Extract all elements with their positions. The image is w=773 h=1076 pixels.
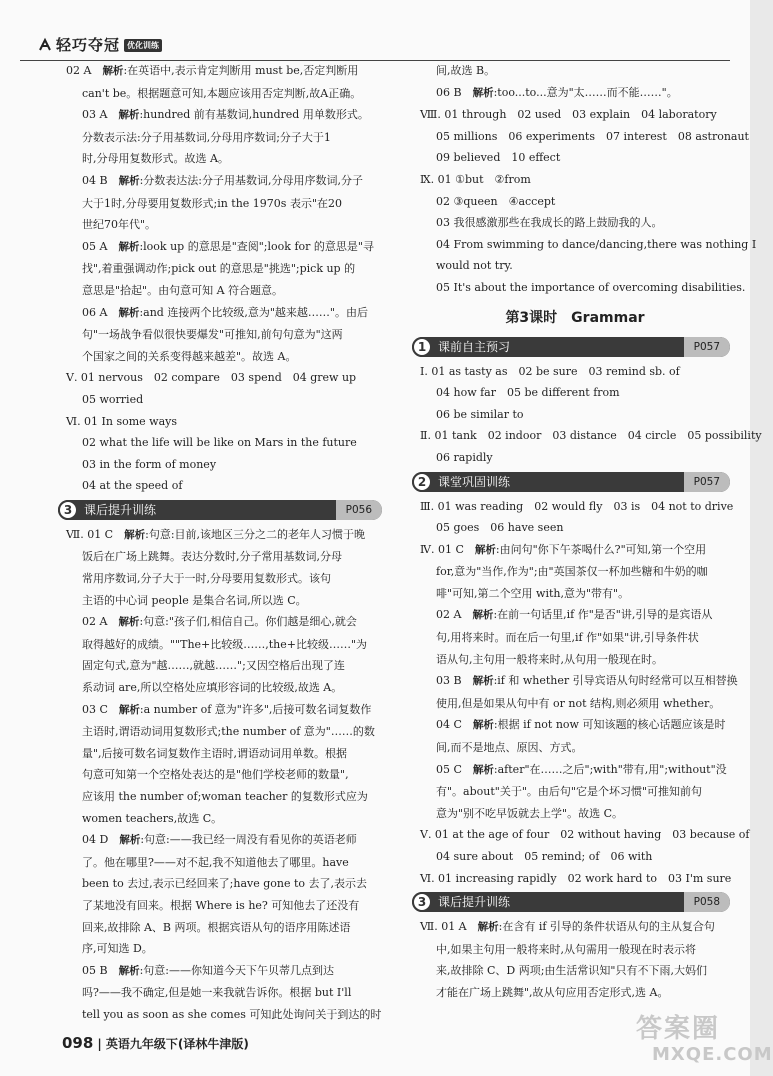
answer-line: been to 去过,表示已经回来了;have gone to 去了,表示去 bbox=[82, 877, 368, 891]
answer-line: 系动词 are,所以空格处应填形容词的比较级,故选 A。 bbox=[82, 681, 343, 695]
answer-line: 05 goes 06 have seen bbox=[436, 521, 564, 535]
watermark bbox=[632, 1008, 773, 1072]
section-number-badge: 3 bbox=[58, 500, 78, 520]
answer-line: 间,而不是地点、原因、方式。 bbox=[436, 741, 583, 755]
answer-line: 02 A 解析:句意:"孩子们,相信自己。你们越是细心,就会 bbox=[82, 615, 357, 629]
answer-line: 回来,故排除 A、B 两项。根据宾语从句的语序用陈述语 bbox=[82, 920, 351, 934]
answer-line: 05 B 解析:句意:——你知道今天下午贝蒂几点到达 bbox=[82, 963, 334, 977]
analysis-keyword: 解析 bbox=[118, 109, 140, 122]
section-number-badge: 1 bbox=[412, 337, 432, 357]
answer-line: would not try. bbox=[436, 259, 513, 273]
brand-subtitle: 优化训练 bbox=[124, 39, 162, 52]
section-page-code: P057 bbox=[684, 337, 730, 357]
section-title: 课后提升训练 bbox=[438, 895, 511, 910]
brand-logo bbox=[38, 34, 162, 55]
answer-line: 间,故选 B。 bbox=[436, 64, 496, 77]
answer-line: for,意为"当作,作为";由"英国茶仅一杯加些糖和牛奶的咖 bbox=[436, 565, 708, 579]
answer-line: 04 D 解析:句意:——我已经一周没有看见你的英语老师 bbox=[82, 833, 357, 847]
answer-line: 找",着重强调动作;pick out 的意思是"挑选";pick up 的 bbox=[82, 262, 356, 276]
right-column bbox=[417, 60, 762, 1004]
analysis-keyword: 解析 bbox=[472, 763, 494, 776]
answer-line: 03 我很感激那些在我成长的路上鼓励我的人。 bbox=[436, 216, 663, 230]
analysis-keyword: 解析 bbox=[118, 174, 140, 187]
answer-line: 意为"别不吃早饭就去上学"。故选 C。 bbox=[436, 806, 624, 820]
section-page-code: P057 bbox=[684, 472, 730, 492]
answer-line: 04 sure about 05 remind; of 06 with bbox=[436, 850, 653, 863]
analysis-keyword: 解析 bbox=[474, 543, 496, 556]
analysis-keyword: 解析 bbox=[472, 675, 494, 688]
answer-line: 固定句式,意为"越……,就越……";又因空格后出现了连 bbox=[82, 659, 345, 673]
analysis-keyword: 解析 bbox=[124, 528, 146, 541]
answer-line: 05 It's about the importance of overcoming disabilities. bbox=[436, 280, 746, 294]
answer-line: 04 From swimming to dance/dancing,there was nothing I bbox=[436, 237, 757, 251]
section-title: 课后提升训练 bbox=[84, 502, 157, 517]
analysis-keyword: 解析 bbox=[472, 609, 494, 622]
section-page-code: P058 bbox=[684, 892, 730, 912]
answer-line: Ⅶ. 01 C 解析:句意:目前,该地区三分之二的老年人习惯于晚 bbox=[66, 527, 366, 541]
section-page-code: P056 bbox=[336, 500, 382, 520]
section-header bbox=[412, 472, 730, 492]
answer-line: 主语的中心词 people 是集合名词,所以选 C。 bbox=[82, 593, 307, 607]
answer-line: 应该用 the number of;woman teacher 的复数形式应为 bbox=[82, 790, 368, 803]
answer-line: 世纪70年代"。 bbox=[82, 218, 157, 232]
answer-line: 句意可知第一个空格处表达的是"他们学校老师的数量", bbox=[82, 768, 349, 782]
watermark-line-1: 答案圈 bbox=[636, 1014, 721, 1044]
analysis-keyword: 解析 bbox=[118, 616, 140, 629]
page-footer: 098 | 英语九年级下(译林牛津版) bbox=[62, 1034, 249, 1052]
answer-line: 中,如果主句用一般将来时,从句需用一般现在时表示将 bbox=[436, 942, 696, 956]
answer-line: 02 ③queen ④accept bbox=[436, 194, 556, 208]
answer-line: 05 millions 06 experiments 07 interest 08 astronaut bbox=[436, 129, 749, 143]
answer-line: 才能在广场上跳舞",故从句应用否定形式,选 A。 bbox=[436, 985, 669, 999]
answer-line: 06 A 解析:and 连接两个比较级,意为"越来越……"。由后 bbox=[82, 305, 368, 319]
answer-line: Ⅳ. 01 C 解析:由问句"你下午茶喝什么?"可知,第一个空用 bbox=[420, 542, 707, 556]
answer-line: 语从句,主句用一般将来时,从句用一般现在时。 bbox=[436, 652, 663, 666]
brand-title: 轻巧夺冠 bbox=[56, 36, 121, 54]
answer-line: women teachers,故选 C。 bbox=[82, 811, 223, 825]
section-header bbox=[58, 500, 382, 520]
analysis-keyword: 解析 bbox=[118, 703, 140, 716]
answer-line: 05 C 解析:after"在……之后";with"带有,用";without"没 bbox=[436, 762, 727, 776]
answer-line: 吗?——我不确定,但是她一来我就告诉你。根据 but I'll bbox=[82, 986, 352, 1000]
answer-line: 09 believed 10 effect bbox=[436, 151, 561, 165]
section-number-badge: 3 bbox=[412, 892, 432, 912]
page-number: 098 bbox=[62, 1034, 94, 1052]
answer-line: 饭后在广场上跳舞。表达分数时,分子常用基数词,分母 bbox=[82, 550, 342, 564]
answer-line: 量",后接可数名词复数作主语时,谓语动词用单数。根据 bbox=[82, 746, 348, 760]
analysis-keyword: 解析 bbox=[118, 964, 140, 977]
left-column bbox=[63, 60, 382, 1026]
analysis-keyword: 解析 bbox=[477, 921, 499, 934]
answer-line: 有"。about"关于"。由后句"它是个坏习惯"可推知前句 bbox=[436, 785, 703, 799]
answer-line: Ⅷ. 01 through 02 used 03 explain 04 laboratory bbox=[420, 108, 717, 122]
book-title: 英语九年级下(译林牛津版) bbox=[105, 1037, 249, 1051]
answer-line: 句,用将来时。而在后一句里,if 作"如果"讲,引导条件状 bbox=[436, 631, 699, 645]
analysis-keyword: 解析 bbox=[119, 834, 141, 847]
answer-line: 02 A 解析:在前一句话里,if 作"是否"讲,引导的是宾语从 bbox=[436, 608, 713, 622]
answer-line: 05 A 解析:look up 的意思是"查阅";look for 的意思是"寻 bbox=[82, 239, 374, 253]
watermark-line-2: MXQE.COM bbox=[652, 1044, 773, 1065]
answer-line: 02 what the life will be like on Mars in the future bbox=[82, 436, 357, 450]
answer-line: Ⅴ. 01 nervous 02 compare 03 spend 04 grew up bbox=[66, 371, 357, 385]
section-number-badge: 2 bbox=[412, 472, 432, 492]
lesson-title: 第3课时 Grammar bbox=[505, 309, 645, 326]
answer-line: 分数表示法:分子用基数词,分母用序数词;分子大于1 bbox=[82, 130, 331, 144]
answer-line: 06 be similar to bbox=[436, 407, 524, 421]
answer-line: 主语时,谓语动词用复数形式;the number of 意为"……的数 bbox=[82, 725, 375, 739]
answer-line: 04 B 解析:分数表达法:分子用基数词,分母用序数词,分子 bbox=[82, 173, 363, 187]
brand-icon bbox=[38, 38, 52, 52]
answer-line: 句"一场战争看似很快要爆发"可推知,前句句意为"这两 bbox=[82, 328, 343, 342]
answer-line: 常用序数词,分子大于一时,分母要用复数形式。该句 bbox=[82, 572, 331, 586]
answer-line: 06 B 解析:too...to...意为"太……而不能……"。 bbox=[436, 85, 678, 99]
answer-line: 大于1时,分母要用复数形式;in the 1970s 表示"在20 bbox=[82, 196, 343, 210]
answer-line: 来,故排除 C、D 两项;由生活常识知"只有不下雨,大妈们 bbox=[436, 964, 707, 978]
answer-line: Ⅱ. 01 tank 02 indoor 03 distance 04 circle 05 possibility bbox=[420, 429, 762, 443]
answer-line: can't be。根据题意可知,本题应该用否定判断,故A正确。 bbox=[82, 86, 362, 100]
analysis-keyword: 解析 bbox=[118, 306, 140, 319]
analysis-keyword: 解析 bbox=[472, 719, 494, 732]
answer-line: 使用,但是如果从句中有 or not 结构,则必须用 whether。 bbox=[436, 696, 721, 710]
answer-line: 03 in the form of money bbox=[82, 457, 217, 471]
section-title: 课前自主预习 bbox=[438, 339, 511, 354]
section-title: 课堂巩固训练 bbox=[438, 474, 511, 489]
answer-line: Ⅰ. 01 as tasty as 02 be sure 03 remind sb. of bbox=[420, 364, 680, 378]
analysis-keyword: 解析 bbox=[102, 65, 124, 77]
analysis-keyword: 解析 bbox=[118, 240, 140, 253]
answer-line: 06 rapidly bbox=[436, 450, 493, 464]
answer-line: 03 C 解析:a number of 意为"许多",后接可数名词复数作 bbox=[82, 702, 372, 716]
answer-line: Ⅲ. 01 was reading 02 would fly 03 is 04 not to drive bbox=[420, 499, 734, 513]
answer-line: 03 A 解析:hundred 前有基数词,hundred 用单数形式。 bbox=[82, 108, 369, 122]
answer-line: 04 C 解析:根据 if not now 可知该题的核心话题应该是时 bbox=[436, 718, 726, 732]
section-header bbox=[412, 892, 730, 912]
answer-line: 了。他在哪里?——对不起,我不知道他去了哪里。have bbox=[82, 855, 349, 869]
answer-line: 02 A 解析:在英语中,表示肯定判断用 must be,否定判断用 bbox=[66, 64, 359, 77]
answer-line: tell you as soon as she comes 可知此处询问关于到达的时 bbox=[82, 1007, 382, 1021]
answer-line: Ⅵ. 01 increasing rapidly 02 work hard to 03 I'm sure bbox=[420, 871, 732, 885]
answer-line: 序,可知选 D。 bbox=[82, 942, 153, 956]
answer-line: Ⅸ. 01 ①but ②from bbox=[420, 172, 531, 186]
answer-line: 04 how far 05 be different from bbox=[436, 386, 620, 400]
answer-line: 05 worried bbox=[82, 392, 144, 406]
answer-line: 啡"可知,第二个空用 with,意为"带有"。 bbox=[436, 586, 630, 600]
answer-line: 取得越好的成绩。""The+比较级……,the+比较级……"为 bbox=[82, 637, 368, 651]
analysis-keyword: 解析 bbox=[472, 86, 494, 99]
answer-line: 04 at the speed of bbox=[82, 479, 183, 493]
answer-line: 了某地没有回来。根据 Where is he? 可知他去了还没有 bbox=[82, 898, 360, 912]
answer-line: 个国家之间的关系变得越来越差"。故选 A。 bbox=[82, 349, 297, 363]
answer-line: 意思是"拾起"。由句意可知 A 符合题意。 bbox=[82, 283, 284, 297]
section-header bbox=[412, 337, 730, 357]
answer-line: Ⅴ. 01 at the age of four 02 without having 03 because of bbox=[420, 828, 750, 842]
answer-line: 时,分母用复数形式。故选 A。 bbox=[82, 152, 229, 166]
answer-line: Ⅵ. 01 In some ways bbox=[66, 414, 178, 428]
answer-line: 03 B 解析:if 和 whether 引导宾语从句时经常可以互相替换 bbox=[436, 674, 738, 688]
answer-line: Ⅶ. 01 A 解析:在含有 if 引导的条件状语从句的主从复合句 bbox=[420, 920, 715, 934]
